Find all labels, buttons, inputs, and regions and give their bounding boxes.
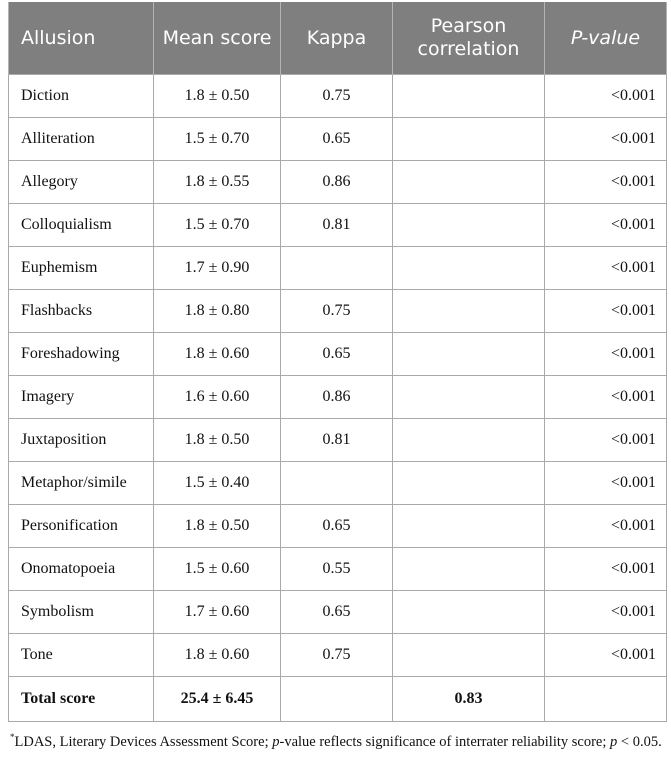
- cell-mean-score: 1.5 ± 0.70: [154, 118, 281, 161]
- cell-pearson: [393, 548, 545, 591]
- table-row: [9, 204, 667, 247]
- cell-pearson: [393, 419, 545, 462]
- cell-mean-score: 1.6 ± 0.60: [154, 376, 281, 419]
- header-mean-score: Mean score: [154, 2, 281, 75]
- header-p-value: P-value: [545, 2, 667, 75]
- cell-mean-score: 1.5 ± 0.70: [154, 204, 281, 247]
- cell-pearson: [393, 247, 545, 290]
- cell-pearson: [393, 462, 545, 505]
- cell-kappa: 0.65: [281, 591, 393, 634]
- cell-mean-score: 1.8 ± 0.80: [154, 290, 281, 333]
- cell-pearson: [393, 75, 545, 118]
- cell-pearson: 0.83: [393, 677, 545, 722]
- table-footnote: [10, 726, 665, 753]
- cell-pearson: [393, 204, 545, 247]
- cell-mean-score: 1.5 ± 0.60: [154, 548, 281, 591]
- cell-kappa: 0.65: [281, 505, 393, 548]
- cell-kappa: 0.81: [281, 204, 393, 247]
- cell-kappa: 0.86: [281, 376, 393, 419]
- cell-kappa: 0.86: [281, 161, 393, 204]
- cell-p-value: <0.001: [545, 634, 667, 677]
- cell-mean-score: 1.8 ± 0.50: [154, 419, 281, 462]
- table-row: [9, 376, 667, 419]
- cell-allusion: Personification: [9, 505, 154, 548]
- cell-allusion: Diction: [9, 75, 154, 118]
- footnote-p-1: p: [272, 733, 280, 750]
- results-table: [8, 2, 667, 722]
- table-row: [9, 462, 667, 505]
- cell-mean-score: 1.8 ± 0.60: [154, 333, 281, 376]
- cell-allusion: Imagery: [9, 376, 154, 419]
- cell-kappa: [281, 247, 393, 290]
- cell-p-value: <0.001: [545, 505, 667, 548]
- cell-allusion: Euphemism: [9, 247, 154, 290]
- cell-pearson: [393, 376, 545, 419]
- cell-pearson: [393, 290, 545, 333]
- footnote-p-2: p: [610, 733, 618, 750]
- cell-mean-score: 25.4 ± 6.45: [154, 677, 281, 722]
- cell-p-value: <0.001: [545, 75, 667, 118]
- cell-kappa: [281, 677, 393, 722]
- cell-allusion: Colloquialism: [9, 204, 154, 247]
- cell-p-value: <0.001: [545, 333, 667, 376]
- cell-pearson: [393, 118, 545, 161]
- cell-mean-score: 1.5 ± 0.40: [154, 462, 281, 505]
- cell-allusion: Flashbacks: [9, 290, 154, 333]
- cell-allusion: Allegory: [9, 161, 154, 204]
- cell-p-value: <0.001: [545, 247, 667, 290]
- cell-mean-score: 1.8 ± 0.60: [154, 634, 281, 677]
- total-row: [9, 677, 667, 722]
- cell-allusion: Tone: [9, 634, 154, 677]
- cell-p-value: <0.001: [545, 118, 667, 161]
- cell-kappa: 0.55: [281, 548, 393, 591]
- cell-p-value: <0.001: [545, 204, 667, 247]
- footnote-text-3: < 0.05.: [617, 733, 662, 750]
- cell-allusion: Metaphor/simile: [9, 462, 154, 505]
- cell-allusion: Foreshadowing: [9, 333, 154, 376]
- cell-allusion: Symbolism: [9, 591, 154, 634]
- cell-mean-score: 1.8 ± 0.55: [154, 161, 281, 204]
- cell-pearson: [393, 634, 545, 677]
- cell-p-value: <0.001: [545, 548, 667, 591]
- cell-mean-score: 1.8 ± 0.50: [154, 505, 281, 548]
- table-row: [9, 634, 667, 677]
- cell-kappa: [281, 462, 393, 505]
- cell-allusion: Juxtaposition: [9, 419, 154, 462]
- cell-mean-score: 1.7 ± 0.90: [154, 247, 281, 290]
- header-row: [9, 2, 667, 75]
- table-row: [9, 118, 667, 161]
- cell-allusion: Onomatopoeia: [9, 548, 154, 591]
- cell-pearson: [393, 161, 545, 204]
- table-row: [9, 333, 667, 376]
- cell-allusion: Alliteration: [9, 118, 154, 161]
- table-row: [9, 247, 667, 290]
- cell-p-value: <0.001: [545, 376, 667, 419]
- table-row: [9, 290, 667, 333]
- cell-p-value: <0.001: [545, 290, 667, 333]
- cell-kappa: 0.75: [281, 634, 393, 677]
- footnote-text-2: -value reflects significance of interrater reliability score;: [279, 733, 611, 750]
- cell-kappa: 0.75: [281, 75, 393, 118]
- cell-kappa: 0.65: [281, 333, 393, 376]
- cell-mean-score: 1.7 ± 0.60: [154, 591, 281, 634]
- cell-allusion: Total score: [9, 677, 154, 722]
- footnote-text-1: LDAS, Literary Devices Assessment Score;: [14, 733, 273, 750]
- header-allusion: Allusion: [9, 2, 154, 75]
- cell-pearson: [393, 505, 545, 548]
- cell-p-value: <0.001: [545, 462, 667, 505]
- header-kappa: Kappa: [281, 2, 393, 75]
- cell-p-value: <0.001: [545, 591, 667, 634]
- cell-pearson: [393, 333, 545, 376]
- cell-mean-score: 1.8 ± 0.50: [154, 75, 281, 118]
- cell-pearson: [393, 591, 545, 634]
- table-row: [9, 419, 667, 462]
- table-row: [9, 161, 667, 204]
- table-row: [9, 591, 667, 634]
- header-pearson-correlation: Pearson correlation: [393, 2, 545, 75]
- table-row: [9, 505, 667, 548]
- cell-p-value: <0.001: [545, 419, 667, 462]
- cell-p-value: [545, 677, 667, 722]
- cell-kappa: 0.65: [281, 118, 393, 161]
- cell-kappa: 0.81: [281, 419, 393, 462]
- table-row: [9, 548, 667, 591]
- table-row: [9, 75, 667, 118]
- footnote-mark: *: [10, 732, 15, 742]
- cell-p-value: <0.001: [545, 161, 667, 204]
- cell-kappa: 0.75: [281, 290, 393, 333]
